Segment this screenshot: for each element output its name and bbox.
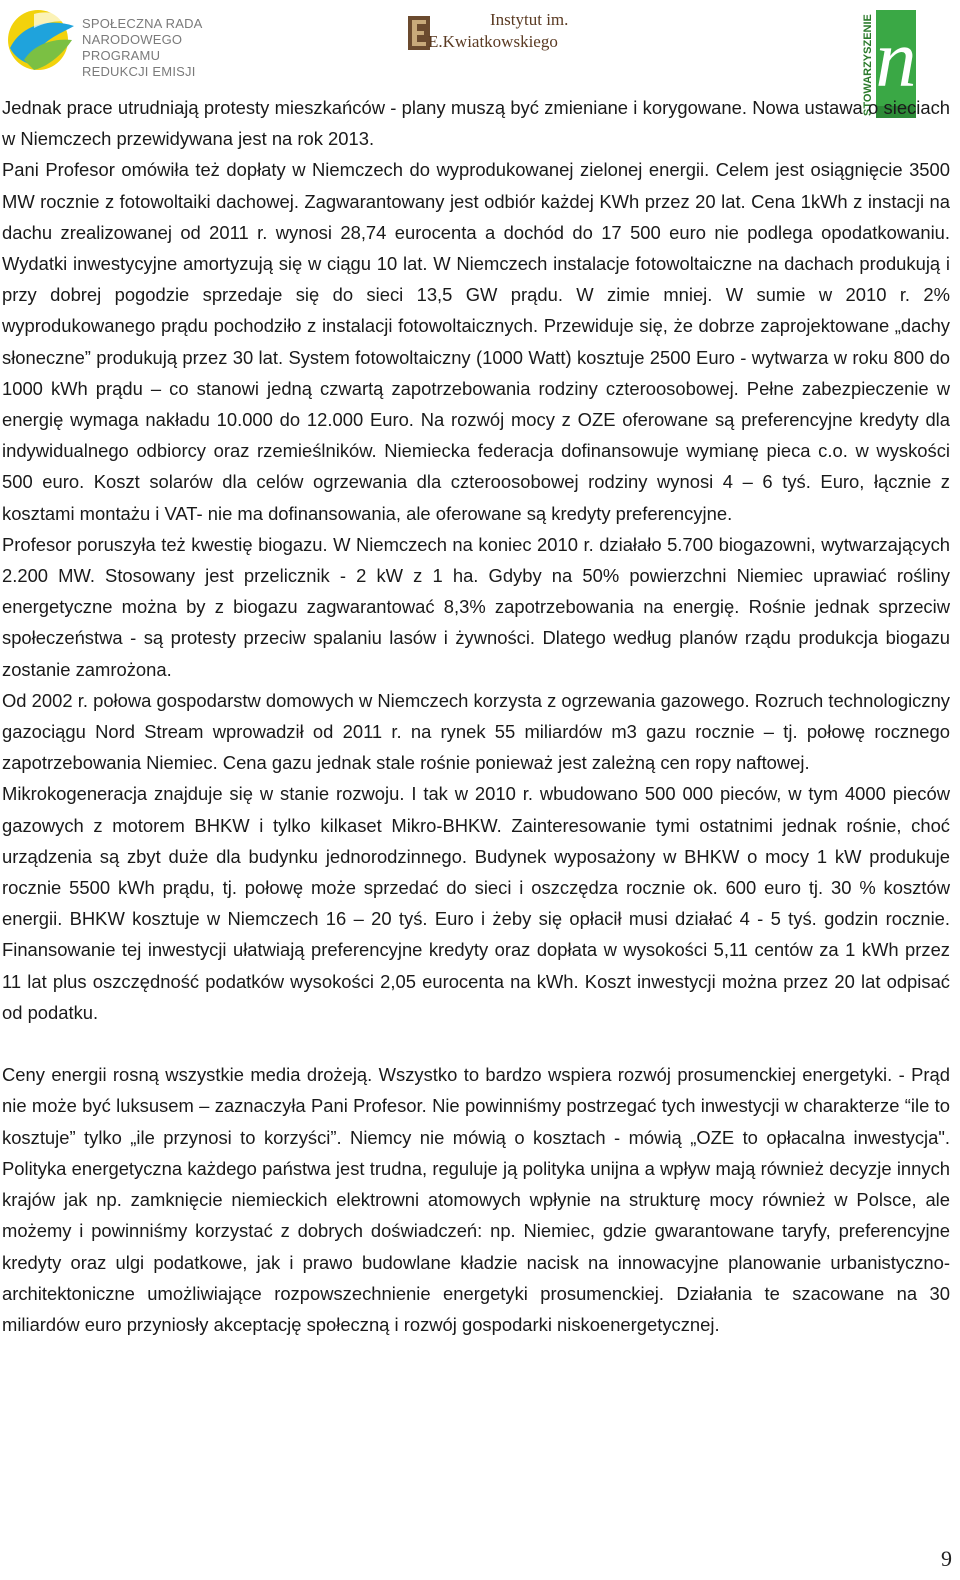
paragraph-5: Mikrokogeneracja znajduje się w stanie rozwoju. I tak w 2010 r. wbudowano 500 000 pieców, w tym 4000 pieców gazowych z motorem BHKW i tylko kilkaset Mikro-BHKW. Zainteresowanie tymi ostatnimi jednak rośnie, choć urządzenia są zbyt duże dla budynku jednorodzinnego. Budynek wyposażony w BHKW o mocy 1 kW produkuje rocznie 5500 kWh prądu, tj. połowę może sprzedać do sieci i oszczędza rocznie ok. 600 euro tj. 30 % kosztów energii. BHKW kosztuje w Niemczech 16 – 20 tyś. Euro i żeby się opłacił musi działać 4 - 5 tyś. godzin rocznie. Finansowanie tej inwestycji ułatwiają preferencyjne kredyty oraz dopłata w wysokości 5,11 centów za 1 kWh przez 11 lat plus oszczędność podatków wysokości 2,05 eurocenta na kWh. Koszt inwestycji można przez 20 lat odpisać od podatku. bbox=[2, 783, 950, 1023]
paragraph-spacer bbox=[2, 1028, 950, 1059]
association-letter: n bbox=[876, 13, 916, 104]
spoleczna-rada-logo bbox=[4, 4, 264, 79]
paragraph-2: Pani Profesor omówiła też dopłaty w Niemczech do wyprodukowanej zielonej energii. Celem jest osiągnięcie 3500 MW rocznie z fotowoltaiki dachowej. Zagwarantowany jest odbiór każdej KWh przez 20 lat. Cena 1kWh z instacji na dachu zrealizowanej od 2011 r. wynosi 28,74 eurocenta a dochód do 17 500 euro nie podlega opodatkowaniu. Wydatki inwestycyjne amortyzują się w ciągu 10 lat. W Niemczech instalacje fotowoltaiczne na dachach produkują i przy dobrej pogodzie sprzedaje się do sieci 13,5 GW prądu. W zimie mniej. W sumie w 2010 r. 2% wyprodukowanego prądu pochodziło z instalacji fotowoltaicznych. Przewiduje się, że dobrze zaprojektowane „dachy słoneczne” produkują przez 30 lat. System fotowoltaiczny (1000 Watt) kosztuje 2500 Euro - wytwarza w roku 800 do 1000 kWh prądu – co stanowi jedną czwartą zapotrzebowania rodziny czteroosobowej. Pełne zabezpieczenie w energię wymaga nakładu 10.000 do 12.000 Euro. Na rozwój mocy z OZE oferowane są preferencyjne kredyty dla indywidualnego odbiorcy oraz rzemieślników. Niemiecka federacja dofinansowuje wymianę pieca c.o. w wyskości 500 euro. Koszt solarów dla celów ogrzewania dla czteroosobowej rodziny wynosi 4 – 6 tyś. Euro, łącznie z kosztami montażu i VAT- nie ma dofinansowania, ale oferowane są kredyty preferencyjne. bbox=[2, 159, 950, 524]
paragraph-4: Od 2002 r. połowa gospodarstw domowych w Niemczech korzysta z ogrzewania gazowego. Rozruch technologiczny gazociągu Nord Stream wprowadził od 2011 r. na rynek 55 miliardów m3 gazu rocznie – tj. połowę rocznego zapotrzebowania Niemiec. Cena gazu jednak stale rośnie ponieważ jest zależną cen ropy naftowej. bbox=[2, 689, 950, 774]
document-body bbox=[2, 92, 950, 1340]
instytut-kwiatkowskiego-logo bbox=[406, 6, 606, 56]
institute-logo-icon bbox=[408, 16, 430, 50]
instytut-line-1: Instytut im. bbox=[490, 10, 569, 29]
colorful-swirl-logo-icon bbox=[4, 4, 76, 74]
paragraph-6: Ceny energii rosną wszystkie media drożeją. Wszystko to bardzo wspiera rozwój prosumenckiej energetyki. - Prąd nie może być luksusem – zaznaczyła Pani Profesor. Nie powinniśmy postrzegać tych inwestycji w charakterze “ile to kosztuje” tylko „ile przynosi to korzyści”. Niemcy nie mówią o kosztach - mówią „OZE to opłacalna inwestycja". Polityka energetyczna każdego państwa jest trudna, reguluje ją polityka unijna a wpływ mają również decyzje innych krajów jak np. zamknięcie niemieckich elektrowni atomowych wpłynie na strukturę mocy również w Polsce, ale możemy i powinniśmy korzystać z dobrych doświadczeń: np. Niemiec, gdzie gwarantowane taryfy, preferencyjne kredyty oraz ulgi podatkowe, jak i prawo budowlane kładzie nacisk na innowacyjne planowanie urbanistyczno-architektoniczne umożliwiające rozpowszechnienie energetyki prosumenckiej. Działania te szacowane na 30 miliardów euro przyniosły akceptację społeczną i rozwój gospodarki niskoenergetycznej. bbox=[2, 1064, 950, 1335]
page-number: 9 bbox=[941, 1546, 952, 1571]
spoleczna-rada-text bbox=[82, 16, 264, 80]
page-header bbox=[0, 0, 960, 116]
logo-left-line-3: REDUKCJI EMISJI bbox=[82, 64, 196, 79]
logo-left-line-2: NARODOWEGO PROGRAMU bbox=[82, 32, 183, 63]
instytut-line-2: E.Kwiatkowskiego bbox=[428, 32, 558, 51]
paragraph-3: Profesor poruszyła też kwestię biogazu. W Niemczech na koniec 2010 r. działało 5.700 biogazowni, wytwarzających 2.200 MW. Stosowany jest przelicznik - 2 kW z 1 ha. Gdyby na 50% powierzchni Niemiec uprawiać rośliny energetyczne można by z biogazu zagwarantować 8,3% zapotrzebowania na energię. Rośnie jednak sprzeciw społeczeństwa - są protesty przeciw spalaniu lasów i żywności. Dlatego według planów rządu produkcja biogazu zostanie zamrożona. bbox=[2, 533, 950, 680]
logo-left-line-1: SPOŁECZNA RADA bbox=[82, 16, 203, 31]
stowarzyszenie-vertical-text: STOWARZYSZENIE bbox=[862, 14, 874, 116]
paragraph-1: Jednak prace utrudniają protesty mieszkańców - plany muszą być zmieniane i korygowane. Nowa ustawa o sieciach w Niemczech przewidywana jest na rok 2013. bbox=[2, 97, 950, 150]
